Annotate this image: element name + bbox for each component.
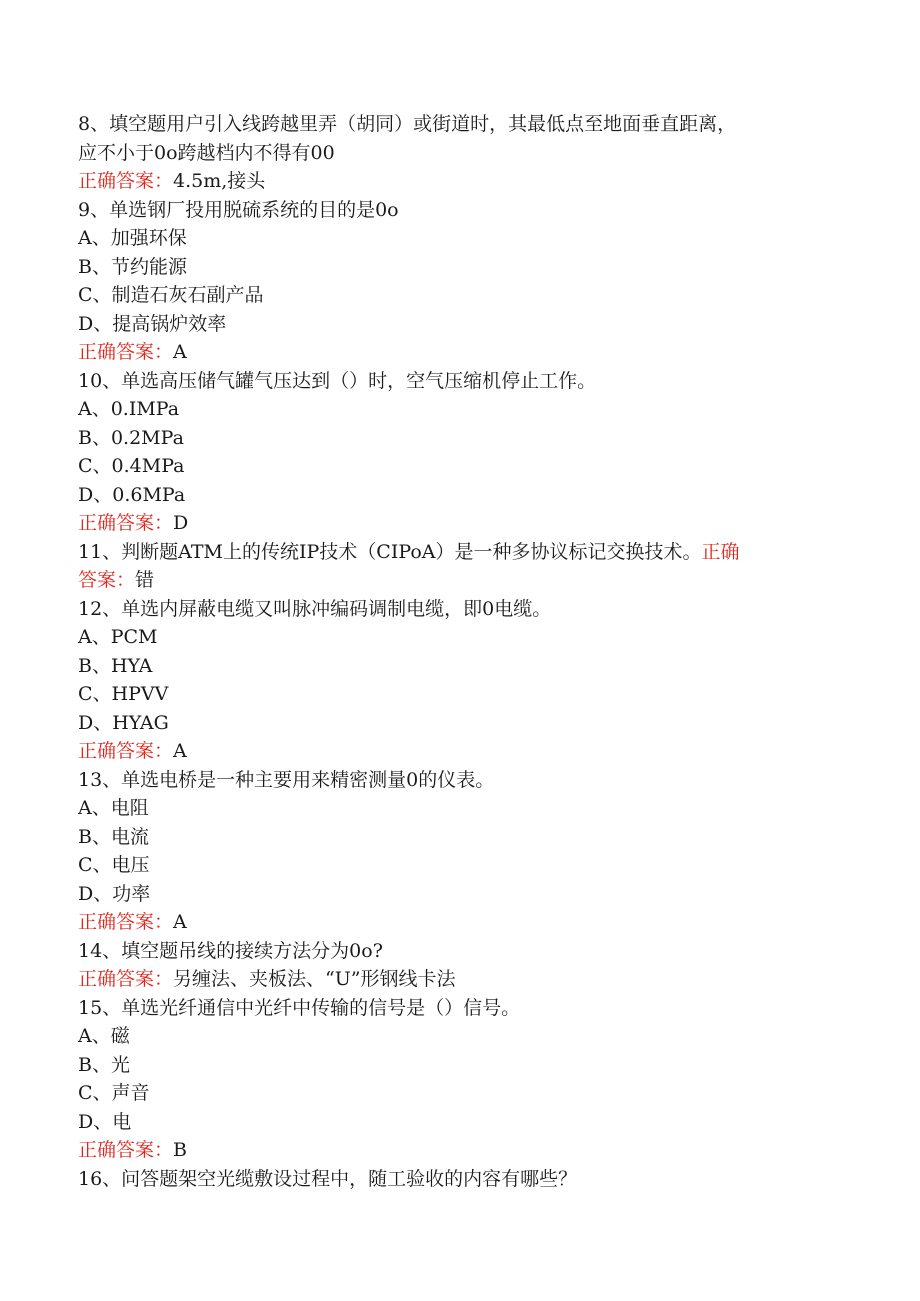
answer-label: 正确答案： <box>78 512 174 534</box>
answer-line <box>78 509 838 538</box>
question-text: 15、单选光纤通信中光纤中传输的信号是（）信号。 <box>78 996 521 1019</box>
answer-line <box>78 737 838 766</box>
option-d: D、电 <box>78 1110 132 1133</box>
answer-label-start: 正确 <box>701 540 740 563</box>
question-11 <box>78 538 838 595</box>
question-text: 12、单选内屏蔽电缆又叫脉冲编码调制电缆，即0电缆。 <box>78 597 552 620</box>
answer-label: 正确答案： <box>78 1139 174 1161</box>
option-c: C、制造石灰石副产品 <box>78 284 264 306</box>
answer-line <box>78 167 838 196</box>
answer-label: 正确答案： <box>78 968 174 990</box>
option-a: A、加强环保 <box>78 227 187 249</box>
answer-label-end: 答案： <box>78 569 136 591</box>
question-9 <box>78 196 838 367</box>
option-c: C、声音 <box>78 1082 150 1104</box>
answer-value: 4.5m,接头 <box>173 170 266 192</box>
option-a: A、0.IMPa <box>78 398 180 420</box>
answer-label: 正确答案： <box>78 740 174 762</box>
question-14 <box>78 937 838 994</box>
question-text: 14、填空题吊线的接续方法分为0o? <box>78 939 383 962</box>
answer-value: B <box>173 1139 187 1161</box>
answer-value: A <box>173 341 187 363</box>
option-b: B、节约能源 <box>78 255 187 278</box>
question-text-continued: 应不小于0o跨越档内不得有00 <box>78 141 335 164</box>
option-d: D、HYAG <box>78 711 169 734</box>
question-text <box>78 538 838 567</box>
option-c: C、0.4MPa <box>78 455 185 477</box>
question-10 <box>78 367 838 538</box>
option-c: C、电压 <box>78 854 150 876</box>
option-a: A、磁 <box>78 1025 130 1047</box>
option-b: B、0.2MPa <box>78 426 184 449</box>
option-d: D、0.6MPa <box>78 483 186 506</box>
question-16 <box>78 1165 838 1194</box>
document-page <box>78 110 838 1193</box>
answer-value: A <box>173 911 187 933</box>
answer-line <box>78 1136 838 1165</box>
answer-value: D <box>173 512 189 534</box>
option-d: D、功率 <box>78 882 151 905</box>
answer-value: 错 <box>135 569 155 591</box>
option-c: C、HPVV <box>78 683 169 705</box>
option-b: B、电流 <box>78 825 149 848</box>
answer-line <box>78 965 838 994</box>
question-body: 11、判断题ATM上的传统IP技术（CIPoA）是一种多协议标记交换技术。 <box>78 540 702 563</box>
question-text: 13、单选电桥是一种主要用来精密测量0的仪表。 <box>78 768 495 791</box>
option-a: A、PCM <box>78 626 158 648</box>
question-8 <box>78 110 838 196</box>
answer-label: 正确答案： <box>78 911 174 933</box>
option-d: D、提高锅炉效率 <box>78 312 227 335</box>
option-a: A、电阻 <box>78 797 149 819</box>
question-12 <box>78 595 838 766</box>
question-text: 10、单选高压储气罐气压达到（）时，空气压缩机停止工作。 <box>78 369 597 392</box>
question-text: 8、填空题用户引入线跨越里弄（胡同）或街道时，其最低点至地面垂直距离， <box>78 113 737 135</box>
answer-line <box>78 908 838 937</box>
answer-line <box>78 338 838 367</box>
question-15 <box>78 994 838 1165</box>
answer-label: 正确答案： <box>78 341 174 363</box>
option-b: B、光 <box>78 1053 130 1076</box>
question-text: 9、单选钢厂投用脱硫系统的目的是0o <box>78 198 399 221</box>
answer-value: 另缠法、夹板法、“U”形钢线卡法 <box>173 968 456 990</box>
answer-line <box>78 566 838 595</box>
question-text: 16、问答题架空光缆敷设过程中，随工验收的内容有哪些？ <box>78 1167 578 1190</box>
answer-value: A <box>173 740 187 762</box>
question-13 <box>78 766 838 937</box>
option-b: B、HYA <box>78 654 153 677</box>
answer-label: 正确答案： <box>78 170 174 192</box>
